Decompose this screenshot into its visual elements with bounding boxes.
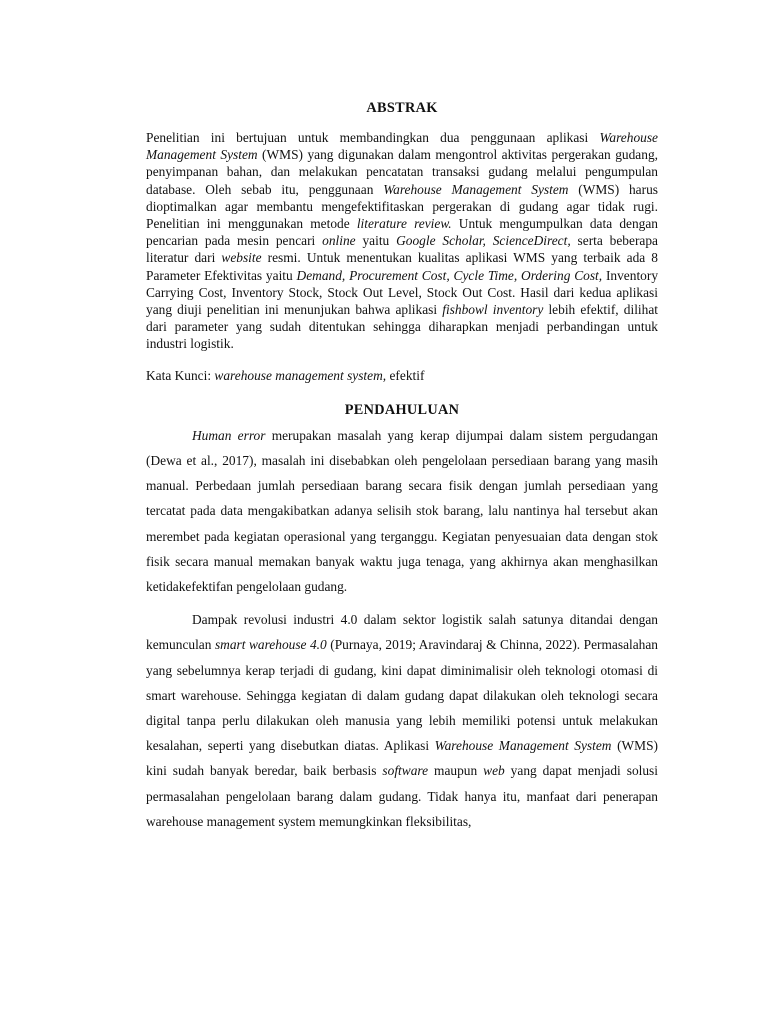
abstract-text: yaitu <box>355 233 397 249</box>
abstract-italic-text: fishbowl inventory <box>442 302 544 318</box>
abstract-text: lebih efektif, dilihat dari parameter yang sudah ditentukan sehingga diharapkan menjadi perbandingan untuk industri logistik. <box>146 302 658 352</box>
abstract-text: Hasil dari kedua aplikasi yang diuji penelitian ini menunjukan bahwa aplikasi <box>146 284 658 318</box>
abstract-italic-text: online <box>322 233 356 249</box>
intro-italic-text: web <box>483 763 505 779</box>
abstract-paragraph <box>146 129 658 353</box>
abstract-text: resmi. Untuk menentukan kualitas aplikasi WMS yang terbaik ada 8 Parameter Efektivitas yaitu <box>146 250 658 283</box>
intro-paragraph-2 <box>146 607 658 834</box>
abstract-text: serta beberapa literatur dari <box>146 233 658 266</box>
intro-italic-text: Human error <box>192 427 266 443</box>
keywords-label: Kata Kunci: <box>146 367 215 383</box>
intro-text: yang dapat menjadi solusi permasalahan pengelolaan barang dalam gudang. Tidak hanya itu, manfaat dari penerapan warehouse management system memungkinkan fleksibilitas, <box>146 763 658 829</box>
abstract-italic-text: Demand, Procurement Cost, Cycle Time, Ordering Cost, <box>296 267 606 283</box>
intro-italic-text: smart warehouse 4.0 <box>214 637 327 653</box>
intro-text: merupakan masalah yang kerap dijumpai dalam sistem pergudangan (Dewa et al., 2017), masalah ini disebabkan oleh pengelolaan persediaan barang yang masih manual. Perbedaan jumlah persediaan barang secara fisik dengan jumlah persediaan yang tercatat pada data mengakibatkan adanya selisih stok barang, lalu nantinya hal tersebut akan merembet pada kegiatan operasional yang terganggu. Kegiatan penyesuaian data dengan stok fisik secara manual memakan banyak waktu juga tenaga, yang akhirnya akan menghasilkan ketidakefektifan pengelolaan gudang. <box>146 427 658 595</box>
keywords-italic: warehouse management system, <box>214 367 387 383</box>
abstract-italic-text: Warehouse Management System <box>383 181 569 197</box>
abstract-text: Inventory Carrying Cost, Inventory Stock, Stock Out Level, Stock Out Cost. <box>146 267 659 300</box>
keywords-rest: efektif <box>386 367 425 383</box>
keywords-line <box>146 367 658 384</box>
abstract-text: (WMS) yang digunakan dalam mengontrol aktivitas pergerakan gudang, penyimpanan bahan, dan melakukan pencatatan transaksi gudang melalui pengumpulan database. Oleh sebab itu, penggunaan <box>146 147 658 197</box>
introduction-heading: PENDAHULUAN <box>344 401 460 418</box>
abstract-text: (WMS) harus dioptimalkan agar membantu mengefektifitaskan pergerakan di gudang agar tidak rugi. Penelitian ini menggunakan metode <box>146 181 658 232</box>
intro-text: (WMS) kini sudah banyak beredar, baik berbasis <box>146 738 658 779</box>
abstract-italic-text: literature review. <box>356 216 452 232</box>
abstract-text: Penelitian ini bertujuan untuk membandingkan dua penggunaan aplikasi <box>146 130 600 145</box>
intro-text: maupun <box>428 763 484 779</box>
abstract-italic-text: Warehouse Management System <box>146 130 658 163</box>
intro-text: Dampak revolusi industri 4.0 dalam sektor logistik salah satunya ditandai dengan kemunculan <box>146 612 658 653</box>
abstract-italic-text: website <box>221 250 262 266</box>
intro-text: (Purnaya, 2019; Aravindaraj & Chinna, 2022). Permasalahan yang sebelumnya kerap terjadi di gudang, kini dapat diminimalisir oleh teknologi otomasi di smart warehouse. Sehingga kegiatan di dalam gudang dapat dilakukan oleh teknologi secara digital tanpa perlu dilakukan oleh manusia yang lebih memiliki potensi untuk melakukan kesalahan, seperti yang disebutkan diatas. Aplikasi <box>146 637 659 754</box>
intro-italic-text: Warehouse Management System <box>434 738 612 754</box>
intro-paragraph-1 <box>146 423 658 599</box>
abstract-heading: ABSTRAK <box>366 100 438 116</box>
abstract-text: Untuk mengumpulkan data dengan pencarian pada mesin pencari <box>146 216 658 249</box>
abstract-italic-text: Google Scholar, ScienceDirect, <box>396 233 571 249</box>
intro-italic-text: software <box>382 763 429 779</box>
page-content <box>146 100 658 834</box>
